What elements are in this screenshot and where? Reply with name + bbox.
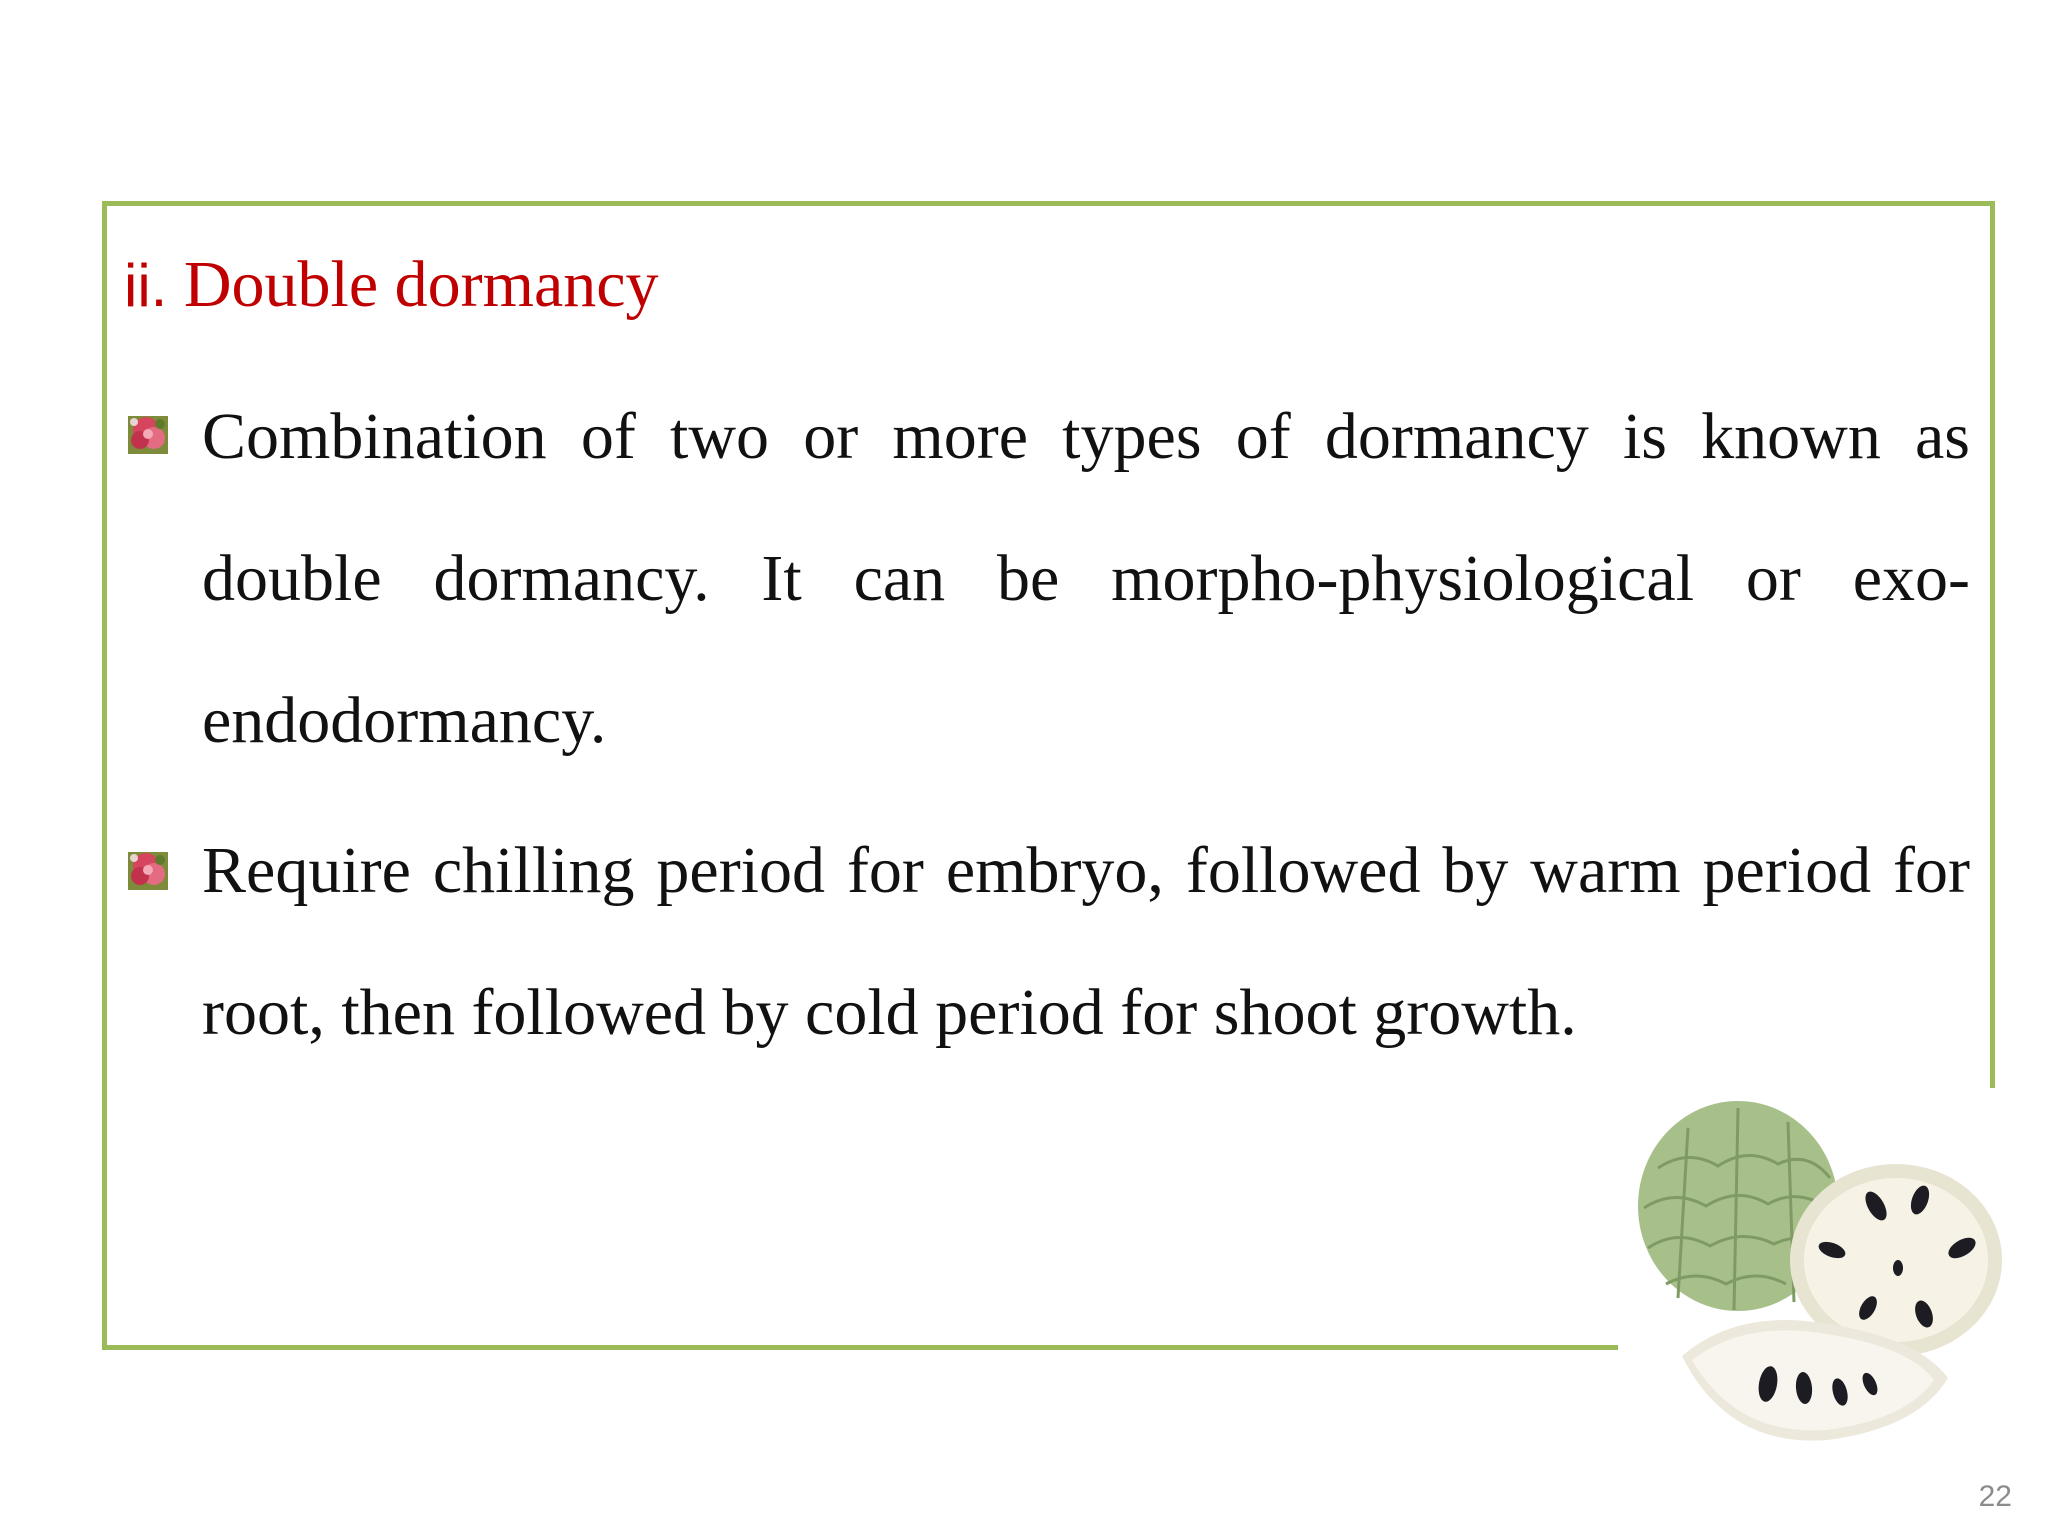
flower-bullet-icon bbox=[124, 846, 172, 894]
custard-apple-image bbox=[1618, 1088, 2014, 1460]
heading-number: ii. bbox=[124, 252, 168, 319]
flower-bullet-icon bbox=[124, 410, 172, 458]
slide-heading bbox=[124, 245, 659, 326]
bullet-text-1: Combination of two or more types of dormancy is known as double dormancy. It can be morpho-physiological or exo-endodormancy. bbox=[202, 400, 1970, 757]
page-number: 22 bbox=[1978, 1480, 2012, 1513]
bullet-text-2: Require chilling period for embryo, followed by warm period for root, then followed by cold period for shoot growth. bbox=[202, 834, 1970, 1049]
heading-title: Double dormancy bbox=[183, 248, 659, 321]
